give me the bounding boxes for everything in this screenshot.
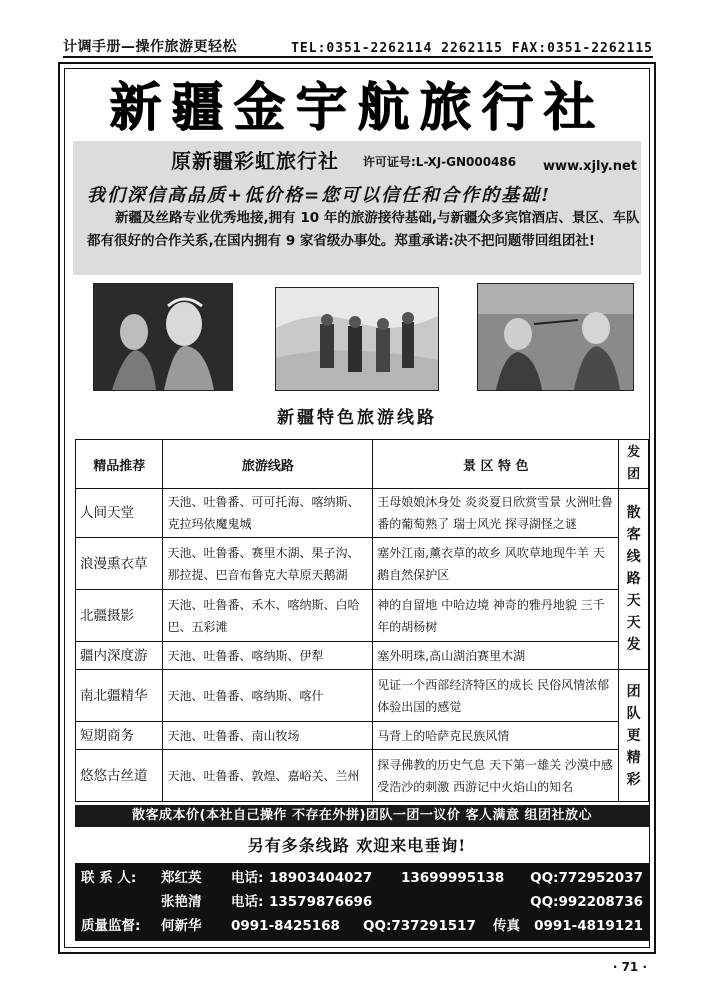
contact-person: 张艳清: [161, 894, 202, 910]
photo-market: [477, 283, 634, 391]
more-routes: 另有多条线路 欢迎来电垂询!: [247, 836, 467, 855]
table-row: [76, 750, 649, 802]
table-header-row: [76, 440, 649, 489]
departure-group: 团队更精彩: [619, 670, 649, 802]
table-row: [76, 489, 649, 538]
route-stops: 天池、吐鲁番、可可托海、喀纳斯、克拉玛依魔鬼城: [163, 489, 373, 538]
contact-row-1: [81, 866, 643, 890]
photo-dancers: [93, 283, 233, 391]
website-link[interactable]: www.xjly.net: [543, 159, 637, 174]
contact-label: 联 系 人:: [81, 870, 137, 886]
phone-label: 电话:: [231, 894, 264, 910]
route-name: 浪漫熏衣草: [76, 538, 163, 590]
route-name: 悠悠古丝道: [76, 750, 163, 802]
route-stops: 天池、吐鲁番、禾木、喀纳斯、白哈巴、五彩滩: [163, 590, 373, 642]
phone-label: 电话:: [231, 870, 264, 886]
col-header-name: 精品推荐: [76, 440, 163, 489]
slogan: 我们深信高品质+低价格=您可以信任和合作的基础!: [87, 185, 552, 206]
route-feature: 探寻佛教的历史气息 天下第一雄关 沙漠中感受浩沙的刺激 西游记中火焰山的知名: [373, 750, 619, 802]
col-header-feature: 景 区 特 色: [373, 440, 619, 489]
fax-number: 0991-4819121: [534, 918, 643, 934]
photo-desert: [275, 287, 439, 391]
route-feature: 神的自留地 中哈边境 神奇的雅丹地貌 三千年的胡杨树: [373, 590, 619, 642]
header-contact: TEL:0351-2262114 2262115 FAX:0351-2262115: [291, 41, 653, 56]
intro-box: [73, 141, 641, 275]
advert-frame: [58, 62, 656, 954]
fax-label: 传真: [493, 918, 520, 934]
route-name: 短期商务: [76, 722, 163, 750]
qq-number: QQ:992208736: [530, 894, 643, 910]
contact-person: 郑红英: [161, 870, 202, 886]
departure-daily: 散客线路天天发: [619, 489, 649, 670]
qq-number: QQ:737291517: [363, 918, 476, 934]
route-feature: 塞外江南,薰衣草的故乡 风吹草地现牛羊 天鹅自然保护区: [373, 538, 619, 590]
table-row: [76, 590, 649, 642]
contact-row-2: [81, 890, 643, 914]
col-header-route: 旅游线路: [163, 440, 373, 489]
phone-number[interactable]: 18903404027: [269, 870, 373, 886]
qq-number: QQ:772952037: [530, 870, 643, 886]
route-stops: 天池、吐鲁番、喀纳斯、伊犁: [163, 642, 373, 670]
supervise-label: 质量监督:: [81, 918, 141, 934]
route-stops: 天池、吐鲁番、敦煌、嘉峪关、兰州: [163, 750, 373, 802]
page-header: [63, 30, 653, 58]
former-name: 原新疆彩虹旅行社: [171, 149, 339, 173]
price-banner: 散客成本价(本社自己操作 不存在外拼)团队一团一议价 客人满意 组团社放心: [75, 805, 649, 827]
advert-inner: [64, 68, 650, 948]
route-feature: 马背上的哈萨克民族风情: [373, 722, 619, 750]
col-header-departure: 发团: [619, 440, 649, 489]
phone-number[interactable]: 0991-8425168: [231, 918, 340, 934]
route-name: 疆内深度游: [76, 642, 163, 670]
phone-number[interactable]: 13579876696: [269, 894, 373, 910]
route-name: 南北疆精华: [76, 670, 163, 722]
license-number: 许可证号:L-XJ-GN000486: [363, 155, 517, 169]
route-stops: 天池、吐鲁番、南山牧场: [163, 722, 373, 750]
route-feature: 见证一个西部经济特区的成长 民俗风情浓郁 体验出国的感觉: [373, 670, 619, 722]
route-feature: 王母娘娘沐身处 炎炎夏日欣赏雪景 火洲吐鲁番的葡萄熟了 瑞士风光 探寻湖怪之谜: [373, 489, 619, 538]
phone-number[interactable]: 13699995138: [401, 870, 505, 886]
table-row: [76, 722, 649, 750]
route-name: 北疆摄影: [76, 590, 163, 642]
routes-table: [75, 439, 649, 802]
table-row: [76, 670, 649, 722]
table-row: [76, 538, 649, 590]
contact-person: 何新华: [161, 918, 202, 934]
contact-block: [75, 863, 649, 941]
contact-row-3: [81, 914, 643, 938]
route-stops: 天池、吐鲁番、赛里木湖、果子沟、那拉提、巴音布鲁克大草原天鹅湖: [163, 538, 373, 590]
photo-strip: [93, 283, 648, 389]
table-row: [76, 642, 649, 670]
intro-text: 新疆及丝路专业优秀地接,拥有 10 年的旅游接待基础,与新疆众多宾馆酒店、景区、车队都有很好的合作关系,在国内拥有 9 家省级办事处。郑重承诺:决不把问题带回组团社!: [87, 210, 640, 249]
section-title: 新疆特色旅游线路: [277, 408, 437, 428]
route-stops: 天池、吐鲁番、喀纳斯、喀什: [163, 670, 373, 722]
page-number: · 71 ·: [612, 960, 647, 974]
company-name: 新疆金宇航旅行社: [108, 77, 605, 138]
header-left: 计调手册—操作旅游更轻松: [63, 39, 237, 55]
route-feature: 塞外明珠,高山湖泊赛里木湖: [373, 642, 619, 670]
route-name: 人间天堂: [76, 489, 163, 538]
